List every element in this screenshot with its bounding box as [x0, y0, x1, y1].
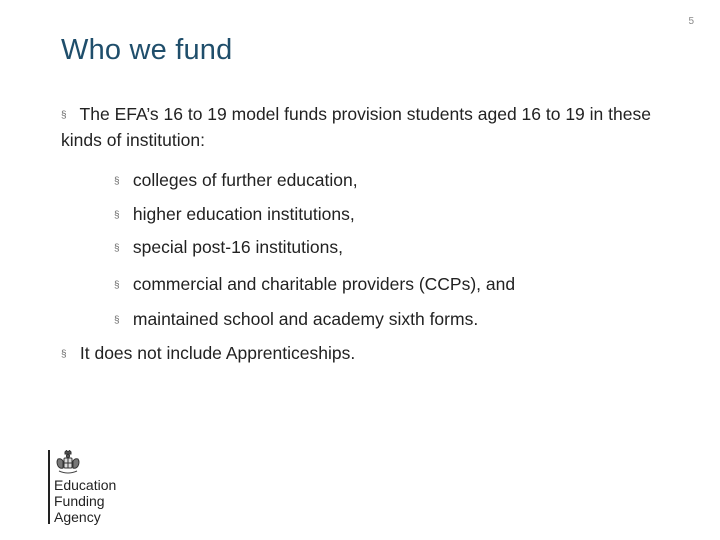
- list-item-text: commercial and charitable providers (CCPs), and: [132, 274, 516, 294]
- bullet-icon: §: [114, 210, 120, 221]
- list-item: [114, 307, 478, 333]
- list-item-text: higher education institutions,: [132, 204, 355, 224]
- list-item: [114, 235, 343, 261]
- logo-line-3: Agency: [54, 509, 101, 525]
- bullet-icon: §: [114, 176, 120, 187]
- logo-line-2: Funding: [54, 493, 105, 509]
- logo-wordmark: [54, 477, 116, 525]
- page-number: 5: [688, 16, 694, 27]
- logo-line-1: Education: [54, 477, 117, 493]
- slide-title: Who we fund: [61, 34, 233, 66]
- logo-divider: [48, 450, 50, 524]
- bullet-icon: §: [114, 280, 120, 291]
- list-item-text: colleges of further education,: [132, 170, 358, 190]
- bullet-closing-text: It does not include Apprenticeships.: [79, 343, 356, 363]
- bullet-intro-text: The EFA’s 16 to 19 model funds provision students aged 16 to 19 in these kinds of institution:: [61, 104, 651, 150]
- bullet-icon: §: [61, 349, 67, 360]
- list-item-text: maintained school and academy sixth forms.: [132, 309, 479, 329]
- bullet-icon: §: [114, 243, 120, 254]
- bullet-icon: §: [114, 315, 120, 326]
- bullet-intro: [61, 102, 661, 152]
- list-item-text: special post-16 institutions,: [132, 237, 343, 257]
- list-item: [114, 168, 358, 194]
- list-item: [114, 272, 515, 298]
- list-item: [114, 202, 355, 228]
- bullet-closing: [61, 341, 661, 367]
- efa-logo: [48, 450, 168, 524]
- bullet-icon: §: [61, 110, 67, 121]
- royal-crest-icon: [54, 450, 82, 476]
